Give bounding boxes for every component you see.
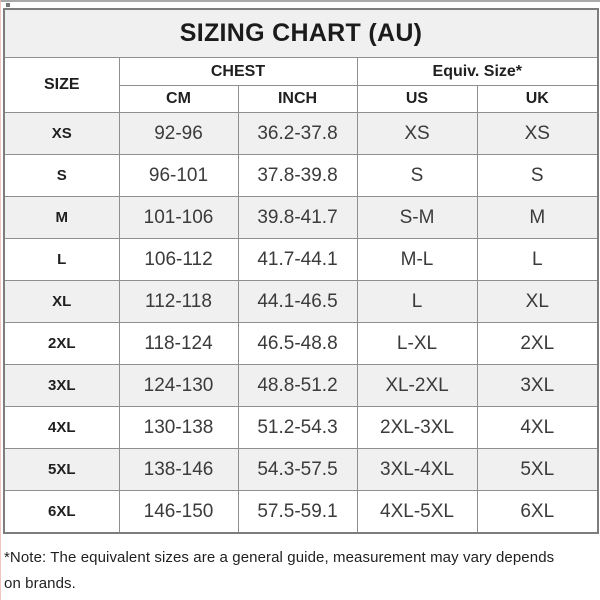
cell-inch: 37.8-39.8 <box>238 155 357 197</box>
table-row <box>4 281 598 323</box>
cell-cm: 96-101 <box>119 155 238 197</box>
column-header-size: SIZE <box>4 58 119 113</box>
cell-size: 4XL <box>4 407 119 449</box>
cell-size: S <box>4 155 119 197</box>
table-row <box>4 491 598 534</box>
footnote-line: *Note: The equivalent sizes are a general guide, measurement may vary depends <box>4 549 555 566</box>
column-header-cm: CM <box>119 86 238 113</box>
cell-us: M-L <box>357 239 477 281</box>
cell-us: 3XL-4XL <box>357 449 477 491</box>
cell-uk: 5XL <box>477 449 598 491</box>
cell-inch: 57.5-59.1 <box>238 491 357 534</box>
table-row <box>4 407 598 449</box>
cell-size: XL <box>4 281 119 323</box>
cell-inch: 41.7-44.1 <box>238 239 357 281</box>
cell-size: XS <box>4 113 119 155</box>
top-edge-artifact <box>0 0 600 2</box>
cell-size: 3XL <box>4 365 119 407</box>
cell-us: L <box>357 281 477 323</box>
table-row <box>4 449 598 491</box>
sizing-chart-header <box>4 9 598 113</box>
cell-uk: L <box>477 239 598 281</box>
table-row <box>4 113 598 155</box>
sizing-table-body <box>4 113 598 534</box>
cell-size: 2XL <box>4 323 119 365</box>
column-group-equiv-size: Equiv. Size* <box>357 58 598 86</box>
column-header-uk: UK <box>477 86 598 113</box>
title-row <box>4 9 598 58</box>
column-header-inch: INCH <box>238 86 357 113</box>
footnote-line: on brands. <box>4 575 76 592</box>
cell-uk: M <box>477 197 598 239</box>
table-row <box>4 365 598 407</box>
left-edge-artifact <box>0 0 1 600</box>
table-row <box>4 239 598 281</box>
cell-cm: 118-124 <box>119 323 238 365</box>
cell-inch: 44.1-46.5 <box>238 281 357 323</box>
cell-uk: 2XL <box>477 323 598 365</box>
cell-inch: 54.3-57.5 <box>238 449 357 491</box>
column-group-chest: CHEST <box>119 58 357 86</box>
table-row <box>4 323 598 365</box>
cell-inch: 51.2-54.3 <box>238 407 357 449</box>
table-row <box>4 197 598 239</box>
corner-artifact <box>6 3 10 7</box>
cell-inch: 36.2-37.8 <box>238 113 357 155</box>
column-header-us: US <box>357 86 477 113</box>
cell-cm: 124-130 <box>119 365 238 407</box>
cell-us: 2XL-3XL <box>357 407 477 449</box>
cell-cm: 112-118 <box>119 281 238 323</box>
table-row <box>4 155 598 197</box>
chart-title: SIZING CHART (AU) <box>4 9 598 58</box>
cell-cm: 130-138 <box>119 407 238 449</box>
cell-uk: XS <box>477 113 598 155</box>
cell-uk: S <box>477 155 598 197</box>
cell-size: L <box>4 239 119 281</box>
cell-cm: 146-150 <box>119 491 238 534</box>
cell-us: S <box>357 155 477 197</box>
cell-cm: 138-146 <box>119 449 238 491</box>
cell-us: 4XL-5XL <box>357 491 477 534</box>
cell-inch: 46.5-48.8 <box>238 323 357 365</box>
cell-inch: 39.8-41.7 <box>238 197 357 239</box>
cell-cm: 92-96 <box>119 113 238 155</box>
cell-inch: 48.8-51.2 <box>238 365 357 407</box>
cell-size: 5XL <box>4 449 119 491</box>
cell-us: XS <box>357 113 477 155</box>
sizing-chart-table <box>3 8 599 534</box>
cell-size: M <box>4 197 119 239</box>
cell-size: 6XL <box>4 491 119 534</box>
cell-uk: 4XL <box>477 407 598 449</box>
cell-us: XL-2XL <box>357 365 477 407</box>
cell-uk: 6XL <box>477 491 598 534</box>
cell-cm: 106-112 <box>119 239 238 281</box>
cell-cm: 101-106 <box>119 197 238 239</box>
cell-us: S-M <box>357 197 477 239</box>
footnote <box>4 545 596 597</box>
column-group-row <box>4 58 598 86</box>
cell-us: L-XL <box>357 323 477 365</box>
cell-uk: 3XL <box>477 365 598 407</box>
cell-uk: XL <box>477 281 598 323</box>
